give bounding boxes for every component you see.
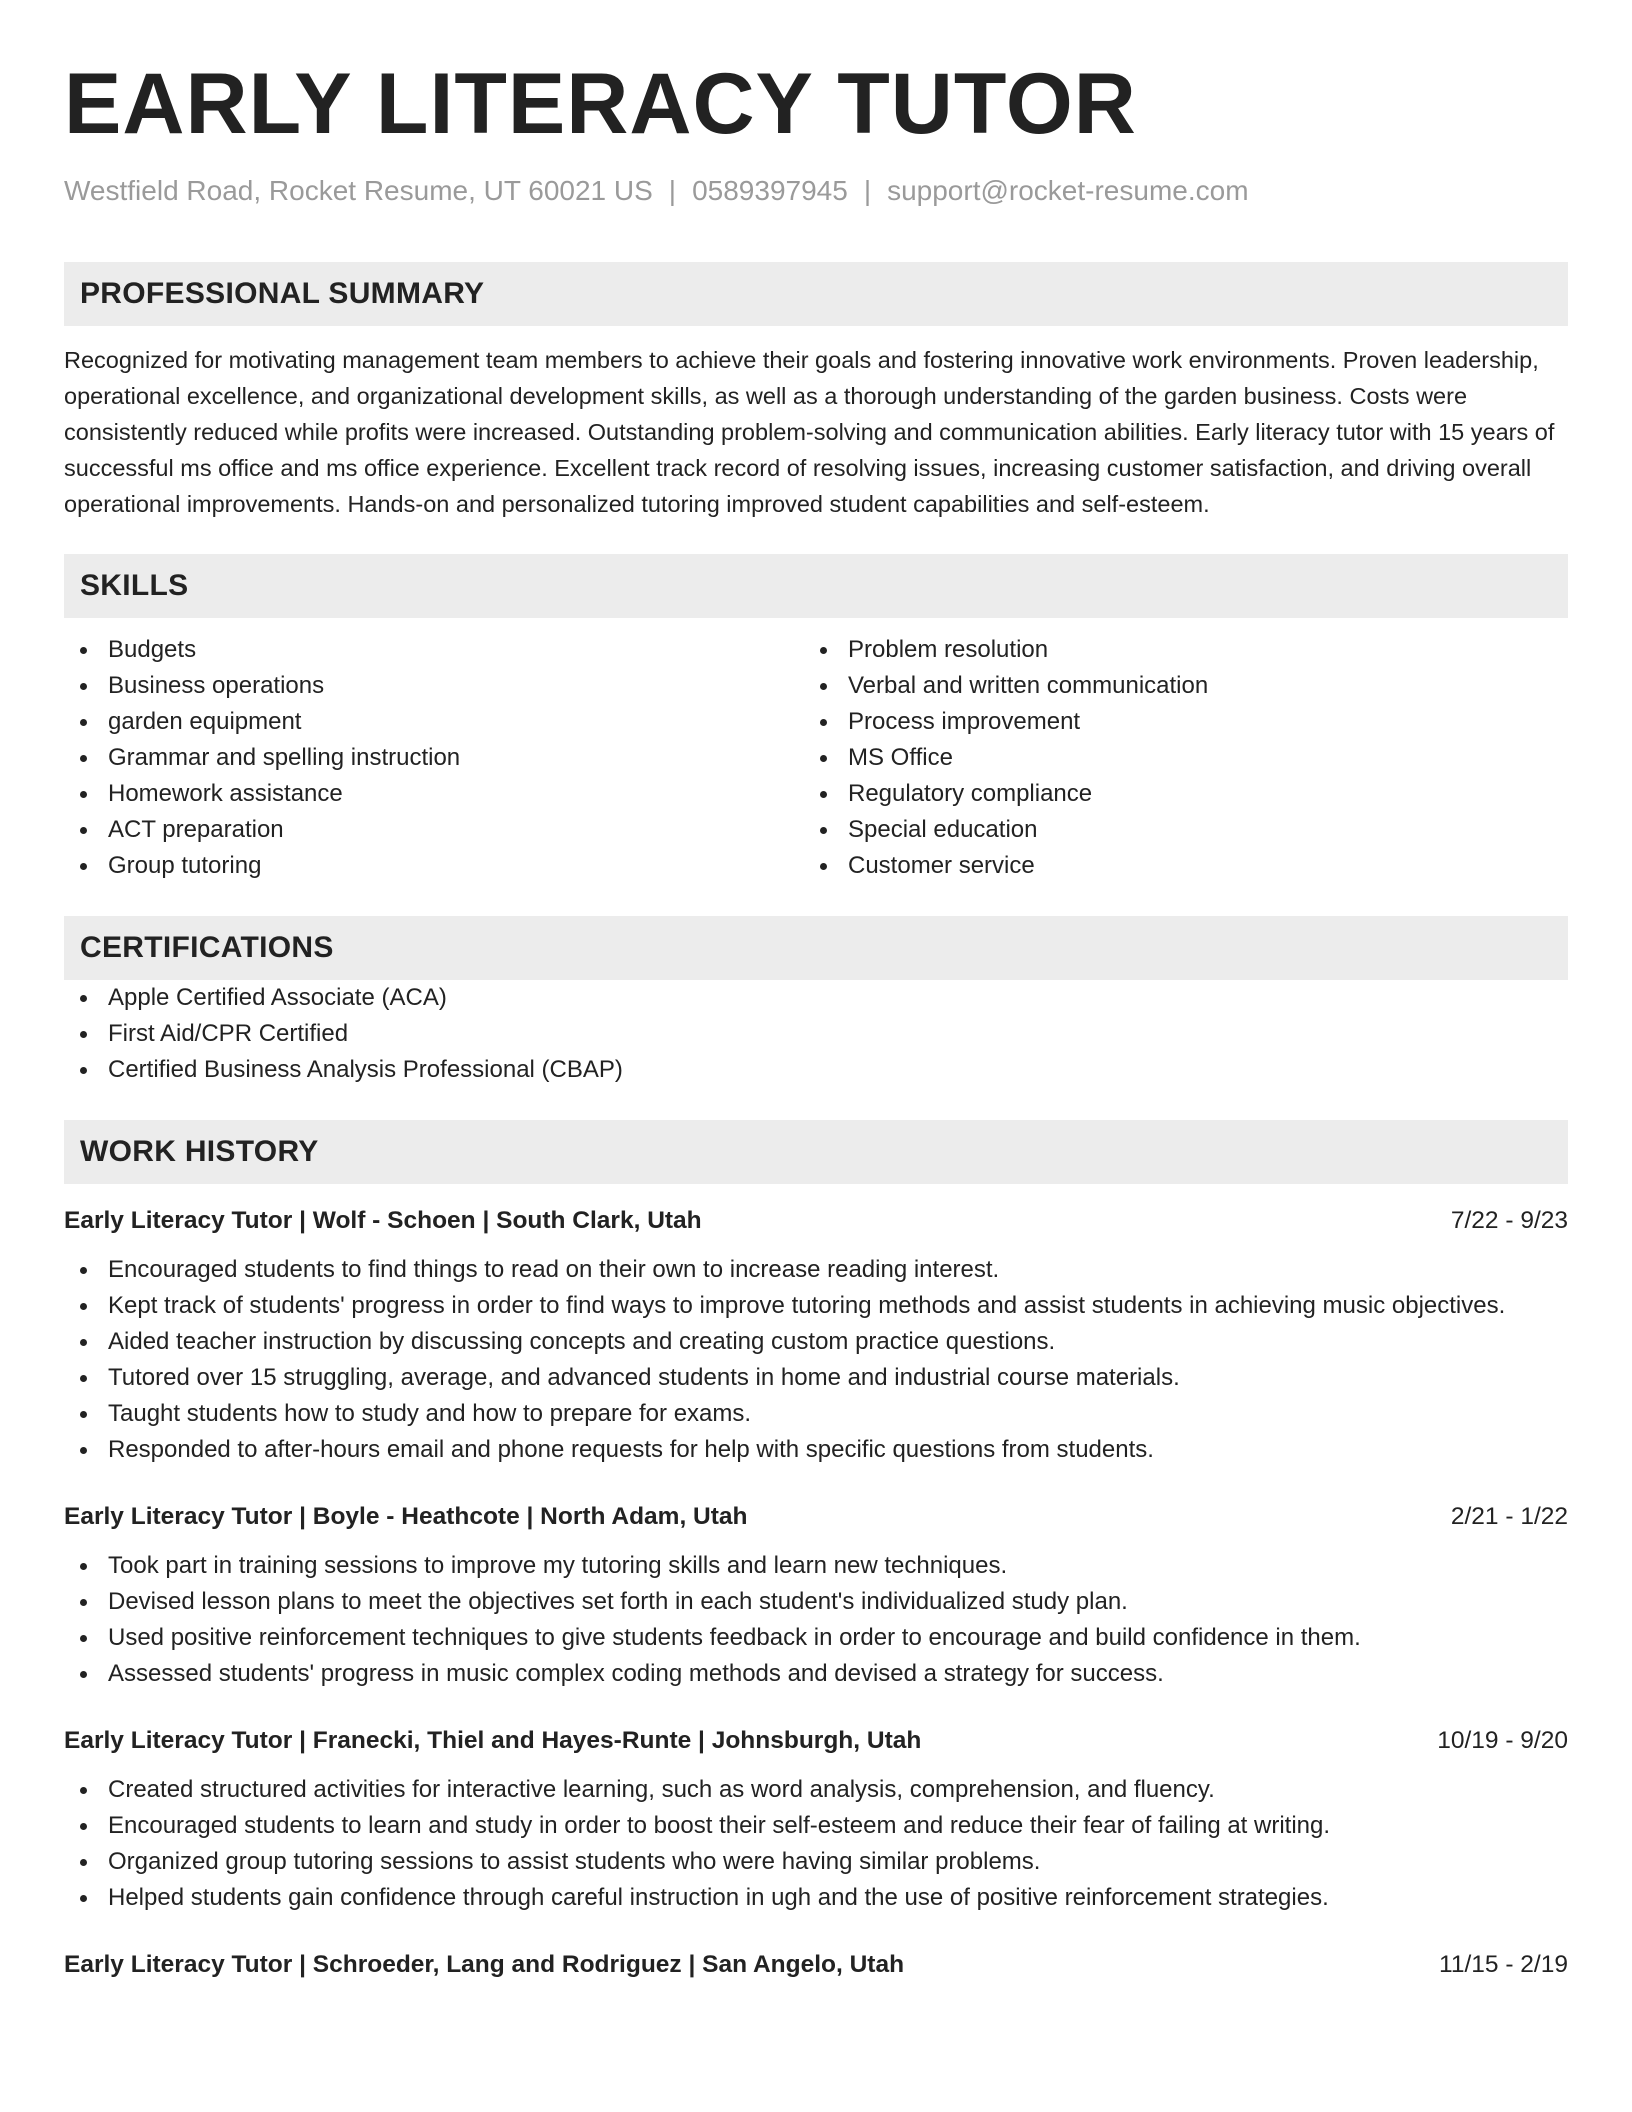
skill-item: ACT preparation (64, 812, 804, 848)
job-duty: Tutored over 15 struggling, average, and advanced students in home and industrial course materials. (64, 1360, 1568, 1396)
job-duties (64, 1548, 1568, 1692)
job-duty: Aided teacher instruction by discussing concepts and creating custom practice questions. (64, 1324, 1568, 1360)
summary-text: Recognized for motivating management team members to achieve their goals and fostering innovative work environments. Proven leadership, operational excellence, and organizational development skills, as well as a thorough understanding of the garden business. Costs were consistently reduced while profits were increased. Outstanding problem-solving and communication abilities. Early literacy tutor with 15 years of successful ms office and ms office experience. Excellent track record of resolving issues, increasing customer satisfaction, and driving overall operational improvements. Hands-on and personalized tutoring improved student capabilities and self-esteem. (64, 347, 1555, 517)
job-duty: Assessed students' progress in music complex coding methods and devised a strategy for success. (64, 1656, 1568, 1692)
job-duties (64, 1252, 1568, 1468)
job-duty: Used positive reinforcement techniques to give students feedback in order to encourage and build confidence in them. (64, 1620, 1568, 1656)
job-duty: Organized group tutoring sessions to assist students who were having similar problems. (64, 1844, 1568, 1880)
job-entry (64, 1500, 1568, 1692)
skill-item: Group tutoring (64, 848, 804, 884)
job-header (64, 1948, 1568, 1982)
job-duty: Encouraged students to find things to read on their own to increase reading interest. (64, 1252, 1568, 1288)
skills-grid (64, 632, 1568, 884)
job-entry (64, 1204, 1568, 1468)
job-duty: Helped students gain confidence through careful instruction in ugh and the use of positive reinforcement strategies. (64, 1880, 1568, 1916)
certification-item: Certified Business Analysis Professional (CBAP) (64, 1052, 1568, 1088)
skill-item: MS Office (804, 740, 1568, 776)
certifications-heading: CERTIFICATIONS (64, 916, 1568, 980)
skills-list-right (804, 632, 1568, 884)
skill-item: Business operations (64, 668, 804, 704)
job-duty: Responded to after-hours email and phone requests for help with specific questions from students. (64, 1432, 1568, 1468)
candidate-name: EARLY LITERACY TUTOR (64, 56, 1137, 152)
certification-item: Apple Certified Associate (ACA) (64, 980, 1568, 1016)
job-duty: Encouraged students to learn and study in order to boost their self-esteem and reduce their fear of failing at writing. (64, 1808, 1568, 1844)
job-duties (64, 1772, 1568, 1916)
contact-email[interactable]: support@rocket-resume.com (887, 175, 1249, 206)
job-header (64, 1204, 1568, 1238)
job-dates: 11/15 - 2/19 (1439, 1951, 1568, 1978)
summary-heading: PROFESSIONAL SUMMARY (64, 262, 1568, 326)
skill-item: garden equipment (64, 704, 804, 740)
job-title: Early Literacy Tutor | Wolf - Schoen | South Clark, Utah (64, 1207, 702, 1234)
work-history-heading: WORK HISTORY (64, 1120, 1568, 1184)
skill-item: Regulatory compliance (804, 776, 1568, 812)
skill-item: Customer service (804, 848, 1568, 884)
job-duty: Devised lesson plans to meet the objectives set forth in each student's individualized study plan. (64, 1584, 1568, 1620)
job-dates: 2/21 - 1/22 (1450, 1503, 1568, 1530)
skills-heading: SKILLS (64, 554, 1568, 618)
job-entry (64, 1948, 1568, 1982)
job-title: Early Literacy Tutor | Schroeder, Lang and Rodriguez | San Angelo, Utah (64, 1951, 905, 1978)
job-title: Early Literacy Tutor | Boyle - Heathcote | North Adam, Utah (64, 1503, 748, 1530)
contact-line (64, 174, 1568, 208)
skill-item: Homework assistance (64, 776, 804, 812)
skill-item: Process improvement (804, 704, 1568, 740)
skill-item: Budgets (64, 632, 804, 668)
contact-address: Westfield Road, Rocket Resume, UT 60021 US (64, 175, 653, 206)
job-dates: 7/22 - 9/23 (1450, 1207, 1568, 1234)
job-duty: Took part in training sessions to improve my tutoring skills and learn new techniques. (64, 1548, 1568, 1584)
contact-separator: | (863, 175, 872, 206)
skills-list-left (64, 632, 804, 884)
certifications-list (64, 980, 1568, 1088)
contact-phone: 0589397945 (692, 175, 848, 206)
contact-separator: | (668, 175, 677, 206)
job-title: Early Literacy Tutor | Franecki, Thiel and Hayes-Runte | Johnsburgh, Utah (64, 1727, 922, 1754)
certification-item: First Aid/CPR Certified (64, 1016, 1568, 1052)
skill-item: Problem resolution (804, 632, 1568, 668)
skill-item: Verbal and written communication (804, 668, 1568, 704)
skill-item: Special education (804, 812, 1568, 848)
job-dates: 10/19 - 9/20 (1437, 1727, 1568, 1754)
job-header (64, 1724, 1568, 1758)
skill-item: Grammar and spelling instruction (64, 740, 804, 776)
job-entry (64, 1724, 1568, 1916)
job-duty: Kept track of students' progress in order to find ways to improve tutoring methods and assist students in achieving music objectives. (64, 1288, 1568, 1324)
job-header (64, 1500, 1568, 1534)
job-duty: Created structured activities for interactive learning, such as word analysis, comprehension, and fluency. (64, 1772, 1568, 1808)
job-duty: Taught students how to study and how to prepare for exams. (64, 1396, 1568, 1432)
